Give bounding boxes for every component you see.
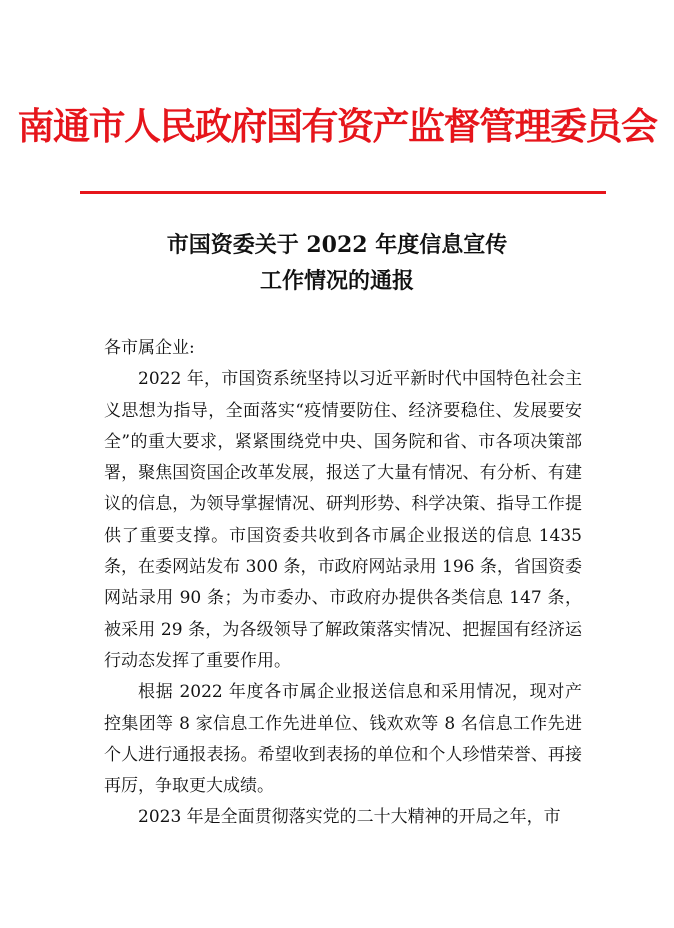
body-paragraph: 2023 年是全面贯彻落实党的二十大精神的开局之年，市 [138, 807, 561, 828]
document-title-line-1: 市国资委关于 2022 年度信息宣传 [166, 232, 508, 258]
salutation: 各市属企业: [104, 338, 195, 358]
document-body [104, 333, 582, 834]
document-title-line-2: 工作情况的通报 [259, 268, 414, 294]
body-paragraph: 根据 2022 年度各市属企业报送信息和采用情况，现对产控集团等 8 家信息工作先进单位、钱欢欢等 8 名信息工作先进个人进行通报表扬。希望收到表扬的单位和个人珍惜荣誉、再接再厉，争取更大成绩。 [104, 682, 582, 797]
document-title [0, 227, 674, 299]
body-paragraph: 2022 年，市国资系统坚持以习近平新时代中国特色社会主义思想为指导，全面落实“疫情要防住、经济要稳住、发展要安全”的重大要求，紧紧围绕党中央、国务院和省、市各项决策部署，聚焦国资国企改革发展，报送了大量有情况、有分析、有建议的信息，为领导掌握情况、研判形势、科学决策、指导工作提供了重要支撑。市国资委共收到各市属企业报送的信息 1435 条，在委网站发布 300 条，市政府网站录用 196 条，省国资委网站录用 90 条；为市委办、市政府办提供各类信息 147 条，被采用 29 条，为各级领导了解政策落实情况、把握国有经济运行动态发挥了重要作用。 [104, 369, 582, 671]
masthead-org-name: 南通市人民政府国有资产监督管理委员会 [17, 104, 657, 148]
masthead-red-rule [80, 191, 606, 194]
